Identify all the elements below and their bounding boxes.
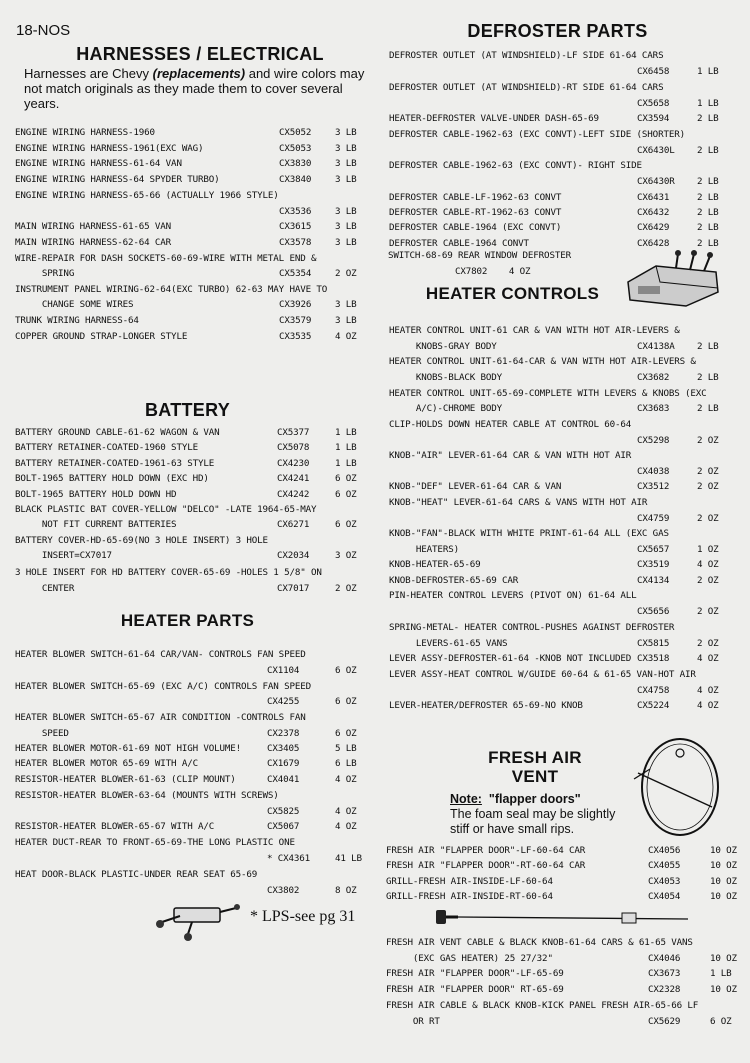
switch-part-row: CX7802 4 OZ xyxy=(455,266,531,277)
part-number: CX4056 xyxy=(648,845,681,856)
part-description: NOT FIT CURRENT BATTERIES xyxy=(15,519,177,530)
part-description: HEATER CONTROL UNIT-61-64-CAR & VAN WITH HOT AIR-LEVERS & xyxy=(389,356,696,367)
part-weight: 2 OZ xyxy=(697,435,719,446)
part-description: CENTER xyxy=(15,583,75,594)
part-weight: 2 LB xyxy=(697,176,719,187)
part-description: BATTERY RETAINER-COATED-1961-63 STYLE xyxy=(15,458,215,469)
part-description: LEVER ASSY-DEFROSTER-61-64 -KNOB NOT INCLUDED xyxy=(389,653,632,664)
part-description: KNOB-HEATER-65-69 xyxy=(389,559,481,570)
part-description: TRUNK WIRING HARNESS-64 xyxy=(15,315,139,326)
page-number: 18-NOS xyxy=(16,22,71,39)
part-number: CX3535 xyxy=(279,331,312,342)
vent-cable-illustration xyxy=(432,905,692,929)
part-description: PIN-HEATER CONTROL LEVERS (PIVOT ON) 61-64 ALL xyxy=(389,590,637,601)
part-number: CX5658 xyxy=(637,98,670,109)
part-description: (EXC GAS HEATER) 25 27/32" xyxy=(386,953,553,964)
part-description: WIRE-REPAIR FOR DASH SOCKETS-60-69-WIRE WITH METAL END & xyxy=(15,253,317,264)
part-description: BLACK PLASTIC BAT COVER-YELLOW "DELCO" -LATE 1964-65-MAY xyxy=(15,504,317,515)
part-number: CX3578 xyxy=(279,237,312,248)
part-weight: 4 OZ xyxy=(335,331,357,342)
part-description: HEATER BLOWER SWITCH-61-64 CAR/VAN- CONTROLS FAN SPEED xyxy=(15,649,306,660)
part-weight: 2 OZ xyxy=(335,268,357,279)
part-number: CX5815 xyxy=(637,638,670,649)
part-weight: 2 OZ xyxy=(697,606,719,617)
part-weight: 6 OZ xyxy=(335,728,357,739)
part-number: CX6430R xyxy=(637,176,675,187)
part-weight: 2 OZ xyxy=(697,513,719,524)
part-weight: 3 LB xyxy=(335,206,357,217)
part-description: DEFROSTER CABLE-LF-1962-63 CONVT xyxy=(389,192,562,203)
part-description: HEATERS) xyxy=(389,544,459,555)
part-description: DEFROSTER CABLE-1964 CONVT xyxy=(389,238,529,249)
part-number: CX3802 xyxy=(267,885,300,896)
part-weight: 4 OZ xyxy=(697,685,719,696)
part-number: CX3519 xyxy=(637,559,670,570)
part-description: KNOB-"DEF" LEVER-61-64 CAR & VAN xyxy=(389,481,562,492)
part-number: CX4054 xyxy=(648,891,681,902)
part-weight: 4 OZ xyxy=(335,774,357,785)
part-weight: 10 OZ xyxy=(710,845,737,856)
part-description: CLIP-HOLDS DOWN HEATER CABLE AT CONTROL 60-64 xyxy=(389,419,632,430)
part-weight: 1 OZ xyxy=(697,544,719,555)
part-description: SPRING xyxy=(15,268,75,279)
part-number: CX2378 xyxy=(267,728,300,739)
part-weight: 2 LB xyxy=(697,145,719,156)
part-number: CX2328 xyxy=(648,984,681,995)
part-weight: 3 LB xyxy=(335,174,357,185)
part-number: CX7017 xyxy=(277,583,310,594)
part-description: OR RT xyxy=(386,1016,440,1027)
part-number: CX1679 xyxy=(267,758,300,769)
part-number: CX3926 xyxy=(279,299,312,310)
part-number: CX5656 xyxy=(637,606,670,617)
part-weight: 4 OZ xyxy=(697,653,719,664)
resistor-illustration xyxy=(152,898,242,946)
part-number: CX4055 xyxy=(648,860,681,871)
part-number: CX5078 xyxy=(277,442,310,453)
part-weight: 6 OZ xyxy=(335,519,357,530)
part-weight: 10 OZ xyxy=(710,860,737,871)
part-description: DEFROSTER OUTLET (AT WINDSHIELD)-RT SIDE 61-64 CARS xyxy=(389,82,664,93)
part-number: CX1104 xyxy=(267,665,300,676)
part-description: FRESH AIR "FLAPPER DOOR"-LF-60-64 CAR xyxy=(386,845,586,856)
part-weight: 2 LB xyxy=(697,341,719,352)
part-weight: 1 LB xyxy=(697,98,719,109)
part-weight: 1 LB xyxy=(335,427,357,438)
part-description: ENGINE WIRING HARNESS-65-66 (ACTUALLY 1966 STYLE) xyxy=(15,190,279,201)
part-number: CX4241 xyxy=(277,473,310,484)
part-description: KNOB-"AIR" LEVER-61-64 CAR & VAN WITH HOT AIR xyxy=(389,450,632,461)
part-description: ENGINE WIRING HARNESS-1961(EXC WAG) xyxy=(15,143,204,154)
part-description: INSTRUMENT PANEL WIRING-62-64(EXC TURBO) 62-63 MAY HAVE TO xyxy=(15,284,328,295)
part-weight: 4 OZ xyxy=(335,806,357,817)
part-weight: 5 LB xyxy=(335,743,357,754)
part-weight: 6 OZ xyxy=(335,489,357,500)
fresh-air-note: Note: "flapper doors" The foam seal may be slightly stiff or have small rips. xyxy=(450,792,616,836)
part-description: MAIN WIRING HARNESS-61-65 VAN xyxy=(15,221,172,232)
part-weight: 2 LB xyxy=(697,222,719,233)
part-description: FRESH AIR VENT CABLE & BLACK KNOB-61-64 CARS & 61-65 VANS xyxy=(386,937,693,948)
part-number: CX3830 xyxy=(279,158,312,169)
part-description: HEAT DOOR-BLACK PLASTIC-UNDER REAR SEAT 65-69 xyxy=(15,869,258,880)
part-weight: 8 OZ xyxy=(335,885,357,896)
part-description: KNOBS-BLACK BODY xyxy=(389,372,503,383)
part-weight: 2 LB xyxy=(697,192,719,203)
part-weight: 41 LB xyxy=(335,853,362,864)
part-description: BATTERY GROUND CABLE-61-62 WAGON & VAN xyxy=(15,427,220,438)
part-weight: 4 OZ xyxy=(335,821,357,832)
part-weight: 2 OZ xyxy=(697,638,719,649)
part-description: GRILL-FRESH AIR-INSIDE-LF-60-64 xyxy=(386,876,553,887)
part-description: FRESH AIR "FLAPPER DOOR" RT-65-69 xyxy=(386,984,564,995)
part-weight: 10 OZ xyxy=(710,876,737,887)
part-description: HEATER BLOWER MOTOR 65-69 WITH A/C xyxy=(15,758,198,769)
part-weight: 1 LB xyxy=(335,458,357,469)
fresh-air-heading: FRESH AIR VENT xyxy=(488,748,582,786)
part-weight: 1 LB xyxy=(710,968,732,979)
part-description: ENGINE WIRING HARNESS-61-64 VAN xyxy=(15,158,182,169)
part-number: CX6429 xyxy=(637,222,670,233)
part-number: CX4138A xyxy=(637,341,675,352)
heater-parts-heading: HEATER PARTS xyxy=(120,611,255,630)
part-weight: 10 OZ xyxy=(710,953,737,964)
part-number: CX6271 xyxy=(277,519,310,530)
part-weight: 2 OZ xyxy=(335,583,357,594)
part-description: HEATER DUCT-REAR TO FRONT-65-69-THE LONG PLASTIC ONE xyxy=(15,837,295,848)
part-description: FRESH AIR CABLE & BLACK KNOB-KICK PANEL FRESH AIR-65-66 LF xyxy=(386,1000,699,1011)
harnesses-intro: Harnesses are Chevy (replacements) and wire colors may not match originals as they made them to cover several years. xyxy=(24,66,365,111)
part-number: CX5052 xyxy=(279,127,312,138)
part-weight: 6 LB xyxy=(335,758,357,769)
part-weight: 3 LB xyxy=(335,299,357,310)
part-weight: 3 LB xyxy=(335,315,357,326)
part-number: CX6458 xyxy=(637,66,670,77)
part-number: CX5377 xyxy=(277,427,310,438)
part-number: CX4255 xyxy=(267,696,300,707)
part-number: CX5053 xyxy=(279,143,312,154)
part-description: MAIN WIRING HARNESS-62-64 CAR xyxy=(15,237,172,248)
part-description: BATTERY COVER-HD-65-69(NO 3 HOLE INSERT) 3 HOLE xyxy=(15,535,268,546)
part-description: LEVERS-61-65 VANS xyxy=(389,638,508,649)
part-description: INSERT=CX7017 xyxy=(15,550,112,561)
part-number: CX5825 xyxy=(267,806,300,817)
part-description: SPRING-METAL- HEATER CONTROL-PUSHES AGAINST DEFROSTER xyxy=(389,622,675,633)
harnesses-heading: HARNESSES / ELECTRICAL xyxy=(76,44,324,64)
part-weight: 3 LB xyxy=(335,158,357,169)
part-weight: 3 OZ xyxy=(335,550,357,561)
heater-control-illustration xyxy=(620,248,730,310)
part-weight: 6 OZ xyxy=(335,473,357,484)
part-weight: 10 OZ xyxy=(710,984,737,995)
part-description: HEATER CONTROL UNIT-61 CAR & VAN WITH HOT AIR-LEVERS & xyxy=(389,325,680,336)
part-number: CX3673 xyxy=(648,968,681,979)
part-weight: 10 OZ xyxy=(710,891,737,902)
part-number: CX2034 xyxy=(277,550,310,561)
part-weight: 1 LB xyxy=(335,442,357,453)
part-description: DEFROSTER OUTLET (AT WINDSHIELD)-LF SIDE 61-64 CARS xyxy=(389,50,664,61)
defroster-heading: DEFROSTER PARTS xyxy=(467,21,648,41)
part-number: CX4134 xyxy=(637,575,670,586)
part-description: ENGINE WIRING HARNESS-64 SPYDER TURBO) xyxy=(15,174,220,185)
part-weight: 2 LB xyxy=(697,403,719,414)
part-weight: 4 OZ xyxy=(697,700,719,711)
part-number: CX3615 xyxy=(279,221,312,232)
part-description: LEVER-HEATER/DEFROSTER 65-69-NO KNOB xyxy=(389,700,583,711)
part-weight: 1 LB xyxy=(697,66,719,77)
part-number: CX3405 xyxy=(267,743,300,754)
part-description: HEATER-DEFROSTER VALVE-UNDER DASH-65-69 xyxy=(389,113,599,124)
part-number: CX5657 xyxy=(637,544,670,555)
part-description: KNOB-"HEAT" LEVER-61-64 CARS & VANS WITH HOT AIR xyxy=(389,497,648,508)
part-number: CX6428 xyxy=(637,238,670,249)
part-number: CX4041 xyxy=(267,774,300,785)
part-weight: 2 LB xyxy=(697,238,719,249)
flapper-door-illustration xyxy=(630,733,722,841)
part-weight: 6 OZ xyxy=(710,1016,732,1027)
part-description: FRESH AIR "FLAPPER DOOR"-LF-65-69 xyxy=(386,968,564,979)
part-number: CX3536 xyxy=(279,206,312,217)
part-number: CX5224 xyxy=(637,700,670,711)
part-weight: 2 OZ xyxy=(697,466,719,477)
part-weight: 6 OZ xyxy=(335,665,357,676)
part-description: LEVER ASSY-HEAT CONTROL W/GUIDE 60-64 & 61-65 VAN-HOT AIR xyxy=(389,669,696,680)
part-description: DEFROSTER CABLE-1962-63 (EXC CONVT)-LEFT SIDE (SHORTER) xyxy=(389,129,685,140)
switch-row: SWITCH-68-69 REAR WINDOW DEFROSTER xyxy=(388,250,571,261)
part-number: CX3683 xyxy=(637,403,670,414)
part-weight: 2 LB xyxy=(697,372,719,383)
part-weight: 3 LB xyxy=(335,127,357,138)
part-weight: 2 OZ xyxy=(697,481,719,492)
part-description: KNOBS-GRAY BODY xyxy=(389,341,497,352)
part-number: CX4053 xyxy=(648,876,681,887)
part-description: ENGINE WIRING HARNESS-1960 xyxy=(15,127,155,138)
battery-heading: BATTERY xyxy=(144,400,231,420)
part-number: CX4038 xyxy=(637,466,670,477)
part-description: 3 HOLE INSERT FOR HD BATTERY COVER-65-69 -HOLES 1 5/8" ON xyxy=(15,567,322,578)
part-weight: 3 LB xyxy=(335,237,357,248)
part-description: KNOB-DEFROSTER-65-69 CAR xyxy=(389,575,519,586)
part-number: CX6432 xyxy=(637,207,670,218)
part-number: CX5629 xyxy=(648,1016,681,1027)
part-description: HEATER CONTROL UNIT-65-69-COMPLETE WITH LEVERS & KNOBS (EXC xyxy=(389,388,707,399)
heater-controls-heading: HEATER CONTROLS xyxy=(425,284,600,303)
part-weight: 3 LB xyxy=(335,221,357,232)
part-description: HEATER BLOWER MOTOR-61-69 NOT HIGH VOLUME! xyxy=(15,743,242,754)
part-number: CX3682 xyxy=(637,372,670,383)
part-number: CX5067 xyxy=(267,821,300,832)
part-number: CX4759 xyxy=(637,513,670,524)
part-number: * CX4361 xyxy=(267,853,311,864)
part-number: CX5298 xyxy=(637,435,670,446)
part-description: BOLT-1965 BATTERY HOLD DOWN (EXC HD) xyxy=(15,473,209,484)
part-description: RESISTOR-HEATER BLOWER-65-67 WITH A/C xyxy=(15,821,215,832)
part-weight: 6 OZ xyxy=(335,696,357,707)
part-weight: 2 OZ xyxy=(697,575,719,586)
part-weight: 4 OZ xyxy=(697,559,719,570)
part-number: CX4230 xyxy=(277,458,310,469)
part-description: HEATER BLOWER SWITCH-65-67 AIR CONDITION -CONTROLS FAN xyxy=(15,712,306,723)
part-weight: 2 LB xyxy=(697,113,719,124)
part-description: DEFROSTER CABLE-1964 (EXC CONVT) xyxy=(389,222,562,233)
part-description: CHANGE SOME WIRES xyxy=(15,299,134,310)
part-number: CX3579 xyxy=(279,315,312,326)
part-number: CX4046 xyxy=(648,953,681,964)
part-description: BATTERY RETAINER-COATED-1960 STYLE xyxy=(15,442,198,453)
part-number: CX5354 xyxy=(279,268,312,279)
part-weight: 2 LB xyxy=(697,207,719,218)
part-description: KNOB-"FAN"-BLACK WITH WHITE PRINT-61-64 ALL (EXC GAS xyxy=(389,528,669,539)
part-number: CX6430L xyxy=(637,145,675,156)
part-description: HEATER BLOWER SWITCH-65-69 (EXC A/C) CONTROLS FAN SPEED xyxy=(15,681,311,692)
part-weight: 3 LB xyxy=(335,143,357,154)
part-number: CX4758 xyxy=(637,685,670,696)
part-number: CX3512 xyxy=(637,481,670,492)
part-description: GRILL-FRESH AIR-INSIDE-RT-60-64 xyxy=(386,891,553,902)
part-description: FRESH AIR "FLAPPER DOOR"-RT-60-64 CAR xyxy=(386,860,586,871)
lps-note: * LPS-see pg 31 xyxy=(250,908,356,925)
part-description: BOLT-1965 BATTERY HOLD DOWN HD xyxy=(15,489,177,500)
part-number: CX3518 xyxy=(637,653,670,664)
part-description: DEFROSTER CABLE-1962-63 (EXC CONVT)- RIGHT SIDE xyxy=(389,160,642,171)
part-number: CX6431 xyxy=(637,192,670,203)
part-description: A/C)-CHROME BODY xyxy=(389,403,503,414)
part-number: CX4242 xyxy=(277,489,310,500)
part-number: CX3840 xyxy=(279,174,312,185)
part-description: COPPER GROUND STRAP-LONGER STYLE xyxy=(15,331,188,342)
part-description: RESISTOR-HEATER BLOWER-63-64 (MOUNTS WITH SCREWS) xyxy=(15,790,279,801)
part-number: CX3594 xyxy=(637,113,670,124)
part-description: DEFROSTER CABLE-RT-1962-63 CONVT xyxy=(389,207,562,218)
part-description: SPEED xyxy=(15,728,69,739)
part-description: RESISTOR-HEATER BLOWER-61-63 (CLIP MOUNT) xyxy=(15,774,236,785)
